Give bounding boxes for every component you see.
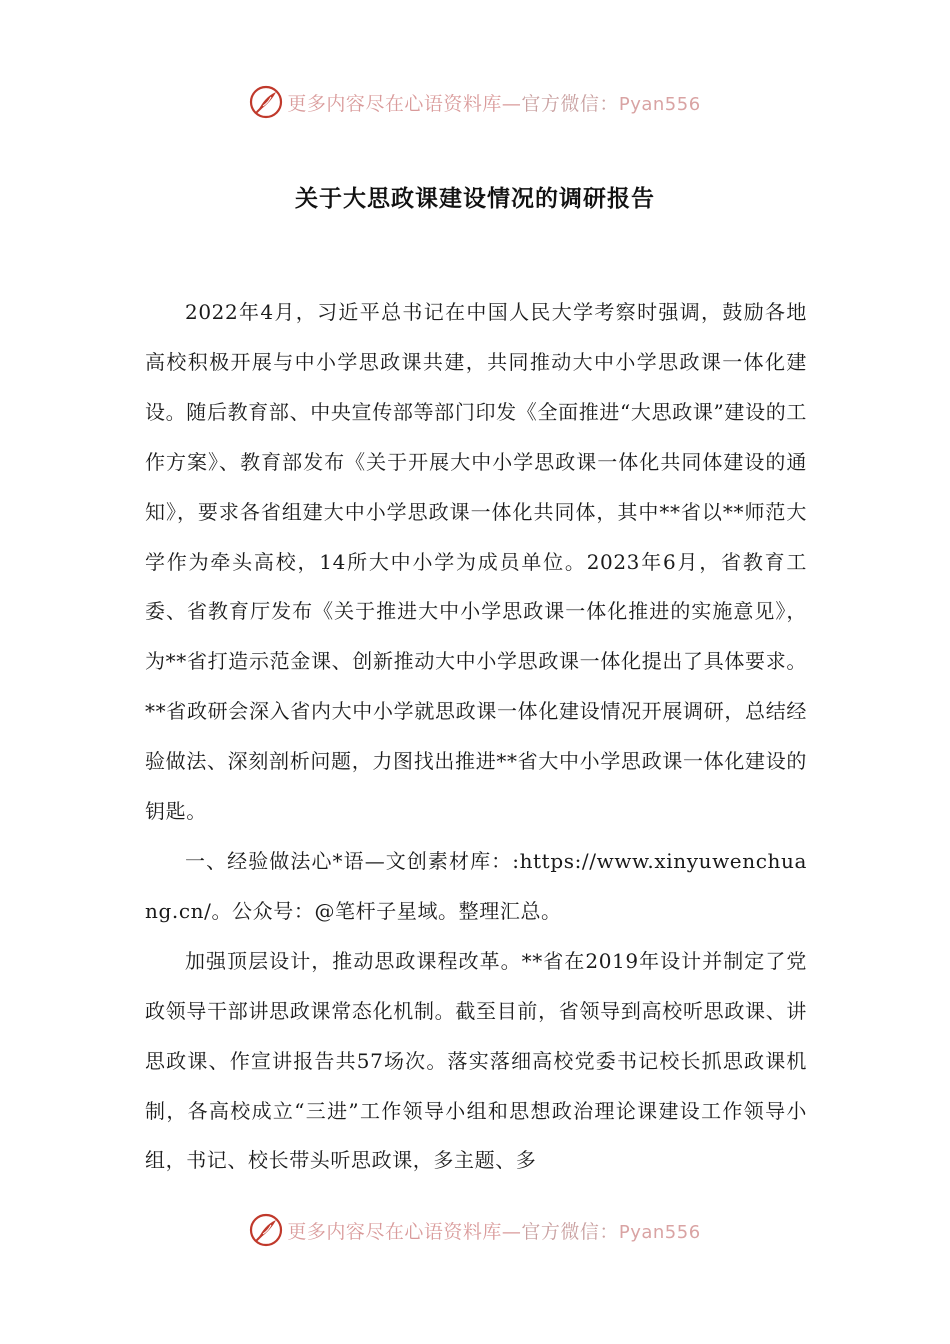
banner-text: 更多内容尽在心语资料库—官方微信：Pyan556 xyxy=(287,1220,701,1243)
document-title: 关于大思政课建设情况的调研报告 xyxy=(295,185,655,212)
quill-pen-logo-icon xyxy=(249,85,283,119)
footer-watermark-banner xyxy=(0,1210,950,1250)
quill-pen-logo-icon xyxy=(249,1213,283,1247)
paragraph-intro: 2022年4月，习近平总书记在中国人民大学考察时强调，鼓励各地高校积极开展与中小学思政课共建，共同推动大中小学思政课一体化建设。随后教育部、中央宣传部等部门印发《全面推进“大思政课”建设的工作方案》、教育部发布《关于开展大中小学思政课一体化共同体建设的通知》，要求各省组建大中小学思政课一体化共同体，其中**省以**师范大学作为牵头高校，14所大中小学为成员单位。2023年6月，省教育工委、省教育厅发布《关于推进大中小学思政课一体化推进的实施意见》，为**省打造示范金课、创新推动大中小学思政课一体化提出了具体要求。**省政研会深入省内大中小学就思政课一体化建设情况开展调研，总结经验做法、深刻剖析问题，力图找出推进**省大中小学思政课一体化建设的钥匙。 xyxy=(145,300,807,824)
document-body xyxy=(145,288,807,1186)
header-watermark-banner xyxy=(0,82,950,122)
paragraph-top-level-design: 加强顶层设计，推动思政课程改革。**省在2019年设计并制定了党政领导干部讲思政课常态化机制。截至目前，省领导到高校听思政课、讲思政课、作宣讲报告共57场次。落实落细高校党委书记校长抓思政课机制，各高校成立“三进”工作领导小组和思想政治理论课建设工作领导小组，书记、校长带头听思政课，多主题、多 xyxy=(145,948,807,1173)
section-heading-experience: 一、经验做法心*语—文创素材库：:https://www.xinyuwenchuang.cn/。公众号：@笔杆子星域。整理汇总。 xyxy=(145,848,807,923)
banner-text: 更多内容尽在心语资料库—官方微信：Pyan556 xyxy=(287,92,701,115)
